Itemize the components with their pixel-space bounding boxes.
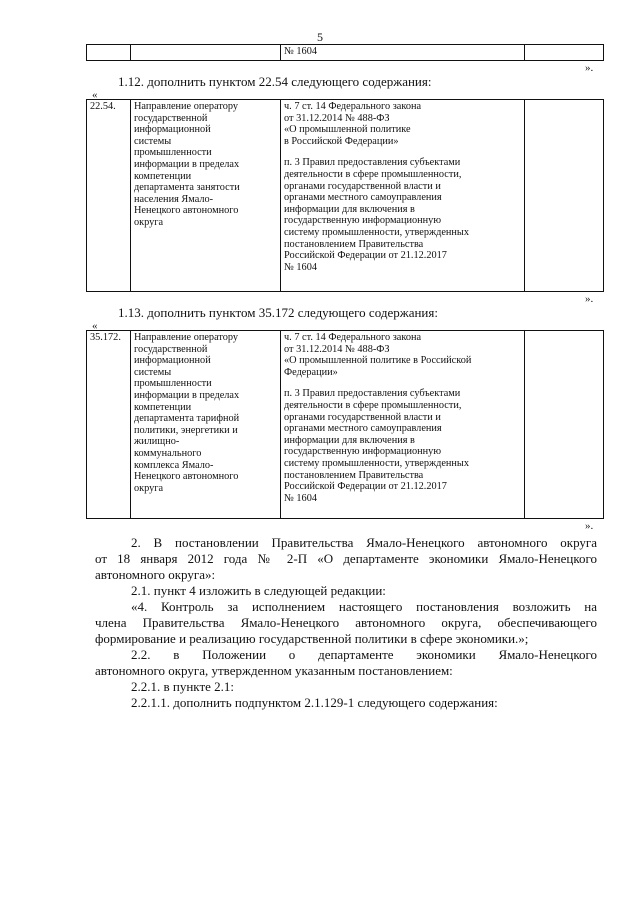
- basis-line: п. 3 Правил предоставления субъектами: [284, 388, 461, 400]
- basis-line: органами государственной власти и: [284, 411, 441, 423]
- desc-line: информации в пределах: [134, 158, 240, 170]
- basis-line: информации для включения в: [284, 434, 415, 446]
- basis-line: «О промышленной политике: [284, 124, 411, 136]
- basis-line: деятельности в сфере промышленности,: [284, 399, 462, 411]
- desc-line: коммунального: [134, 447, 202, 459]
- basis-line: систему промышленности, утвержденных: [284, 226, 469, 238]
- desc-line: промышленности: [134, 147, 212, 159]
- order-number-text: № 1604: [284, 46, 317, 57]
- item-1-12: 1.12. дополнить пунктом 22.54 следующего содержания:: [118, 74, 432, 89]
- table-cell: [281, 45, 525, 61]
- basis-line: п. 3 Правил предоставления субъектами: [284, 157, 461, 169]
- desc-line: департамента занятости: [134, 182, 240, 194]
- paragraph-2-2-1: 2.2.1. в пункте 2.1:: [131, 679, 235, 694]
- basis-line: № 1604: [284, 492, 317, 504]
- row-number-cell: [87, 331, 131, 519]
- basis-line: ч. 7 ст. 14 Федерального закона: [284, 101, 422, 112]
- paragraph-2-2-line: автономного округа, утвержденном указанным постановлением:: [95, 663, 453, 678]
- table-fragment-top: [86, 44, 604, 61]
- basis-line: Российской Федерации от 21.12.2017: [284, 481, 447, 493]
- table-cell: [525, 100, 604, 292]
- basis-line: Федерации»: [284, 366, 338, 378]
- table-cell: [87, 45, 131, 61]
- desc-line: информационной: [134, 355, 211, 367]
- table-cell: [525, 331, 604, 519]
- desc-line: компетенции: [134, 401, 192, 413]
- opening-quote: «: [92, 89, 98, 101]
- desc-line: информационной: [134, 124, 211, 136]
- page-number: 5: [317, 30, 323, 44]
- basis-line: деятельности в сфере промышленности,: [284, 168, 462, 180]
- basis-line: от 31.12.2014 № 488-ФЗ: [284, 343, 390, 355]
- basis-line: информации для включения в: [284, 203, 415, 215]
- row-number: 35.172.: [90, 332, 121, 343]
- description-cell: [131, 100, 281, 292]
- desc-line: политики, энергетики и: [134, 424, 238, 436]
- paragraph-2-1-text-line: «4. Контроль за исполнением настоящего постановления возложить на: [131, 599, 597, 614]
- table-cell: [525, 45, 604, 61]
- basis-cell: [281, 331, 525, 519]
- basis-line: постановлением Правительства: [284, 469, 424, 481]
- desc-line: информации в пределах: [134, 389, 240, 401]
- basis-line: систему промышленности, утвержденных: [284, 457, 469, 469]
- item-1-13: 1.13. дополнить пунктом 35.172 следующего содержания:: [118, 305, 438, 320]
- row-number: 22.54.: [90, 101, 116, 112]
- basis-line: Российской Федерации от 21.12.2017: [284, 250, 447, 262]
- paragraph-2-line: от 18 января 2012 года № 2-П «О департаменте экономики Ямало-Ненецкого: [95, 551, 597, 566]
- desc-line: округа: [134, 216, 164, 228]
- basis-line: в Российской Федерации»: [284, 135, 399, 147]
- closing-quote: ».: [585, 293, 594, 305]
- basis-line: «О промышленной политике в Российской: [284, 355, 472, 367]
- desc-line: Ненецкого автономного: [134, 471, 239, 483]
- table-row-35-172: [86, 330, 604, 519]
- desc-line: системы: [134, 366, 172, 378]
- basis-line: органами государственной власти и: [284, 180, 441, 192]
- basis-line: от 31.12.2014 № 488-ФЗ: [284, 112, 390, 124]
- desc-line: системы: [134, 135, 172, 147]
- desc-line: округа: [134, 482, 164, 494]
- basis-line: органами местного самоуправления: [284, 423, 442, 435]
- desc-line: компетенции: [134, 170, 192, 182]
- table-row-22-54: [86, 99, 604, 292]
- paragraph-2-1: 2.1. пункт 4 изложить в следующей редакции:: [131, 583, 386, 598]
- paragraph-2-line: 2. В постановлении Правительства Ямало-Ненецкого автономного округа: [131, 535, 597, 550]
- paragraph-2-1-text-line: формирование и реализацию государственной политики в сфере экономики.»;: [95, 631, 529, 646]
- closing-quote: ».: [585, 62, 594, 74]
- basis-line: государственную информационную: [284, 215, 442, 227]
- paragraph-2-1-text-line: члена Правительства Ямало-Ненецкого автономного округа, обеспечивающего: [95, 615, 597, 630]
- row-number-cell: [87, 100, 131, 292]
- basis-line: № 1604: [284, 261, 317, 273]
- desc-line: жилищно-: [134, 436, 180, 448]
- desc-line: промышленности: [134, 378, 212, 390]
- desc-line: государственной: [134, 112, 208, 124]
- table-cell: [131, 45, 281, 61]
- basis-line: постановлением Правительства: [284, 238, 424, 250]
- opening-quote: «: [92, 320, 98, 332]
- description-cell: [131, 331, 281, 519]
- basis-line: органами местного самоуправления: [284, 192, 442, 204]
- desc-line: государственной: [134, 343, 208, 355]
- desc-line: Ненецкого автономного: [134, 205, 239, 217]
- closing-quote: ».: [585, 520, 594, 532]
- paragraph-2-2-line: 2.2. в Положении о департаменте экономики Ямало-Ненецкого: [131, 647, 597, 662]
- desc-line: населения Ямало-: [134, 193, 214, 205]
- basis-cell: [281, 100, 525, 292]
- desc-line: Направление оператору: [134, 101, 239, 112]
- desc-line: департамента тарифной: [134, 413, 240, 425]
- basis-line: ч. 7 ст. 14 Федерального закона: [284, 332, 422, 343]
- desc-line: комплекса Ямало-: [134, 459, 214, 471]
- basis-line: государственную информационную: [284, 446, 442, 458]
- desc-line: Направление оператору: [134, 332, 239, 343]
- paragraph-2-2-1-1: 2.2.1.1. дополнить подпунктом 2.1.129-1 следующего содержания:: [131, 695, 498, 710]
- paragraph-2-line: автономного округа»:: [95, 567, 216, 582]
